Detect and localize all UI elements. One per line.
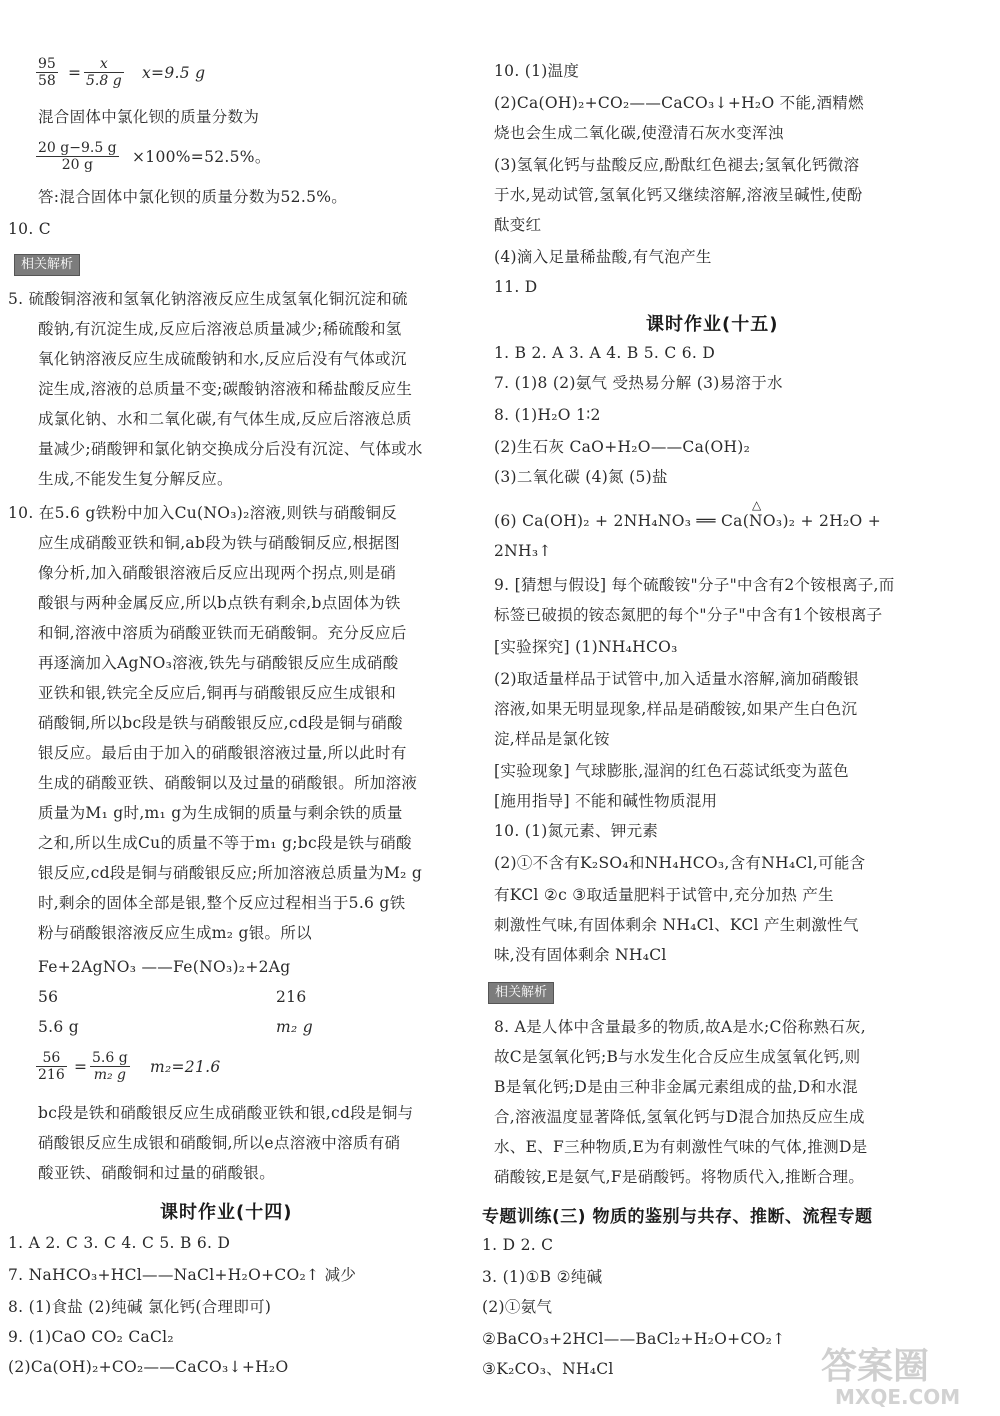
- x-value: x=9.5 g: [142, 64, 206, 82]
- watermark-logo: [815, 1338, 990, 1410]
- section-title-special: 专题训练(三) 物质的鉴别与共存、推断、流程专题: [482, 1207, 873, 1227]
- mass-result: ×100%=52.5%。: [132, 148, 271, 166]
- fraction-x-5.8: $\frac{x}{5.8 g}$: [86, 56, 122, 89]
- fraction-95-58: $\frac{95}{58}$: [38, 56, 56, 89]
- answer-line: 答:混合固体中氯化钡的质量分数为52.5%。: [38, 188, 348, 206]
- section-title-15: 课时作业(十五): [646, 314, 779, 335]
- fraction-mass: $\frac{20 g-9.5 g}{20 g}$: [38, 140, 117, 173]
- equation-6: (6) Ca(OH)₂ + 2NH₄NO₃ ══ Ca(NO₃)₂ + 2H₂O +: [494, 512, 882, 530]
- analysis-tag-left: 相关解析: [14, 254, 80, 276]
- equation-fe-agno3: Fe+2AgNO₃ ——Fe(NO₃)₂+2Ag: [38, 958, 291, 976]
- m2-value: m₂=21.6: [150, 1058, 221, 1076]
- fraction-56-216: $\frac{56}{216}$: [38, 1050, 65, 1083]
- section-title-14: 课时作业(十四): [160, 1202, 293, 1223]
- watermark-url: MXQE.COM: [835, 1385, 961, 1409]
- fraction-5.6-m2: $\frac{5.6 g}{\text{m₂ g}}$: [92, 1050, 128, 1083]
- mass-fraction-title: 混合固体中氯化钡的质量分数为: [38, 108, 260, 126]
- answer-10: 10. C: [8, 220, 51, 238]
- watermark-graphic: [815, 1338, 990, 1410]
- analysis-tag-right: 相关解析: [488, 982, 554, 1004]
- reaction-condition: △: [752, 498, 762, 512]
- watermark-big-text: 答案圈: [821, 1346, 930, 1387]
